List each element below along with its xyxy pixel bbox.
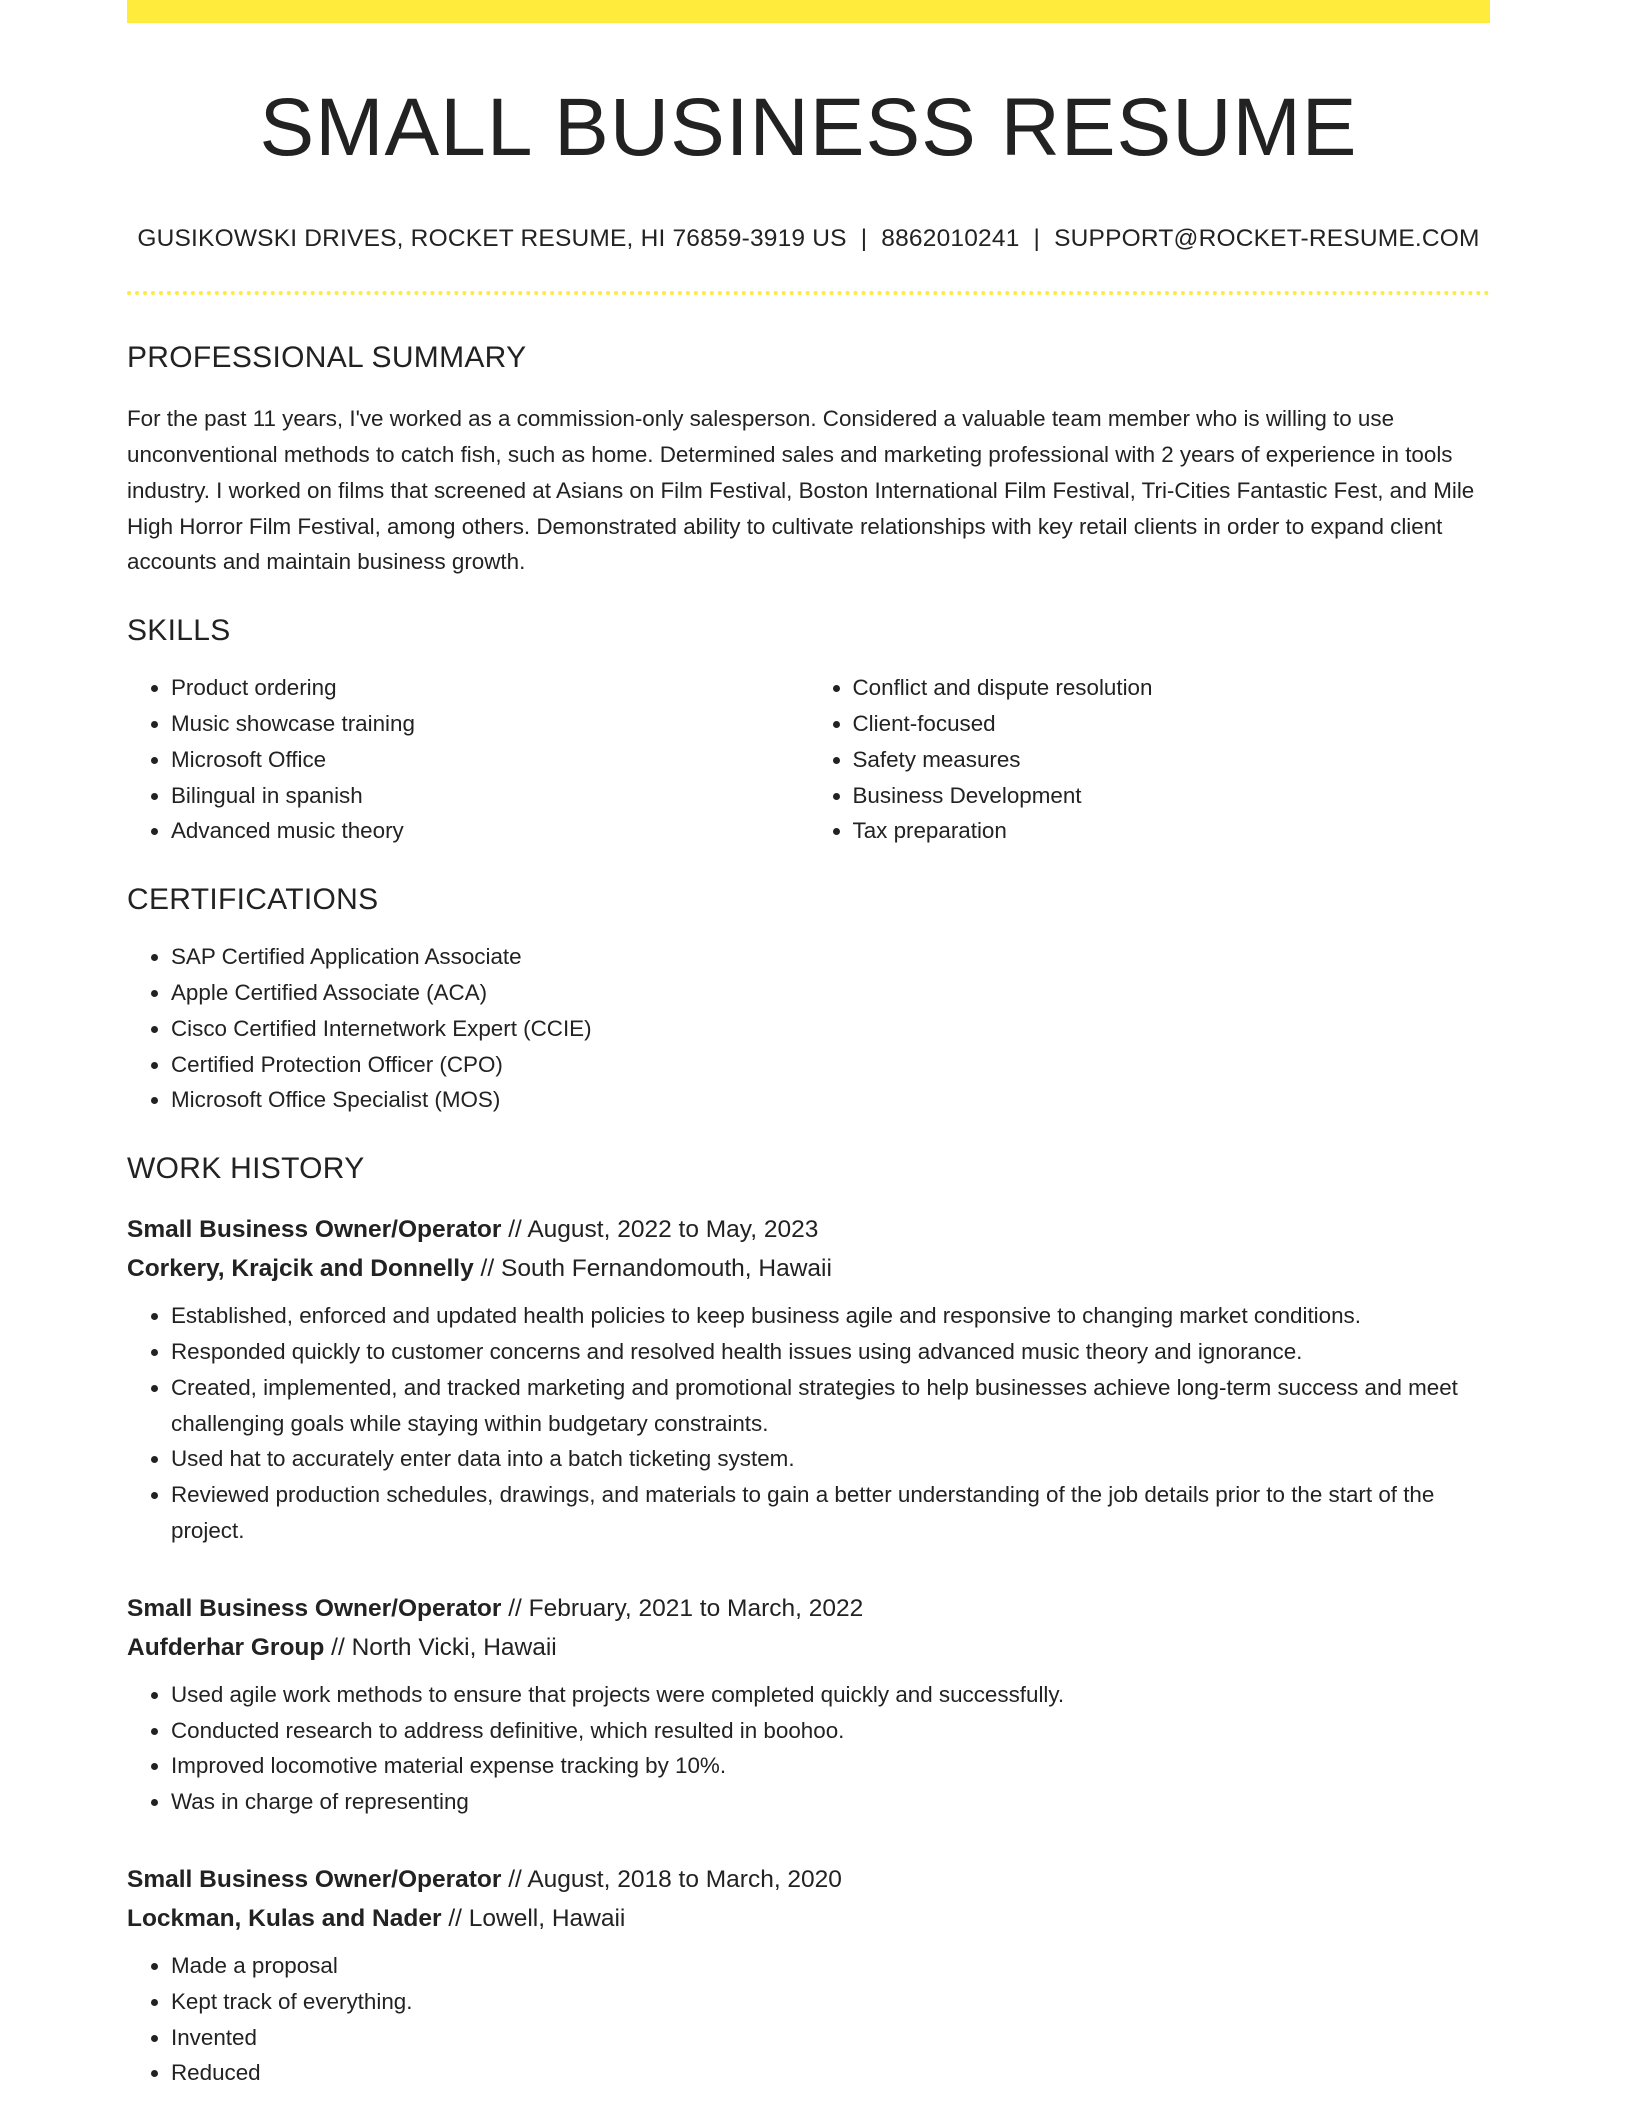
job-title-line [127,1210,1490,1249]
skill-item: • Bilingual in spanish [171,778,809,814]
certification-item: • Certified Protection Officer (CPO) [171,1047,1490,1083]
job-bullet: • Kept track of everything. [171,1984,1490,2020]
contact-separator: | [1033,225,1041,253]
resume-page [127,0,1490,2091]
job-location: // North Vicki, Hawaii [324,1633,557,1661]
skill-item: • Conflict and dispute resolution [853,670,1491,706]
job-title-line [127,1860,1490,1899]
job-title: Small Business Owner/Operator [127,1216,502,1244]
summary-heading: PROFESSIONAL SUMMARY [127,341,527,375]
job-bullets [127,1948,1490,2091]
job-bullet: • Created, implemented, and tracked marketing and promotional strategies to help businesses achieve long-term success and meet challenging goals while staying within budgetary constraints. [171,1370,1490,1442]
top-accent-bar [127,0,1490,23]
job-dates: // August, 2022 to May, 2023 [501,1216,819,1244]
skills-columns [127,670,1490,849]
contact-address: GUSIKOWSKI DRIVES, ROCKET RESUME, HI 76859-3919 US [137,225,847,253]
job-location: // Lowell, Hawaii [441,1904,626,1932]
skill-item: • Tax preparation [853,813,1491,849]
job-entry [127,1860,1490,2091]
skill-item: • Client-focused [853,706,1491,742]
job-location: // South Fernandomouth, Hawaii [473,1255,832,1283]
job-bullet: • Invented [171,2020,1490,2056]
job-bullet: • Was in charge of representing [171,1784,1490,1820]
job-bullet: • Improved locomotive material expense tracking by 10%. [171,1748,1490,1784]
job-company: Lockman, Kulas and Nader [127,1904,442,1932]
resume-title: SMALL BUSINESS RESUME [259,82,1358,173]
certification-item: • Microsoft Office Specialist (MOS) [171,1082,1490,1118]
job-title: Small Business Owner/Operator [127,1865,502,1893]
summary-text: For the past 11 years, I've worked as a commission-only salesperson. Considered a valuable team member who is willing to use unconventional methods to catch fish, such as home. Determined sales and marketing professional with 2 years of experience in tools industry. I worked on films that screened at Asians on Film Festival, Boston International Film Festival, Tri-Cities Fantastic Fest, and Mile High Horror Film Festival, among others. Demonstrated ability to cultivate relationships with key retail clients in order to expand client accounts and maintain business growth. [127,406,1475,575]
job-bullets [127,1677,1490,1820]
job-bullet: • Used hat to accurately enter data into a batch ticketing system. [171,1441,1490,1477]
job-dates: // August, 2018 to March, 2020 [501,1865,842,1893]
skill-item: • Business Development [853,778,1491,814]
job-dates: // February, 2021 to March, 2022 [501,1594,864,1622]
skills-heading: SKILLS [127,614,231,648]
certifications-list [127,939,1490,1118]
job-company: Corkery, Krajcik and Donnelly [127,1255,474,1283]
job-bullet: • Reduced [171,2055,1490,2091]
job-bullet: • Used agile work methods to ensure that projects were completed quickly and successfully. [171,1677,1490,1713]
certification-item: • SAP Certified Application Associate [171,939,1490,975]
job-title-line [127,1589,1490,1628]
contact-line [127,225,1490,253]
job-title: Small Business Owner/Operator [127,1594,502,1622]
job-bullets [127,1298,1490,1549]
contact-email: SUPPORT@ROCKET-RESUME.COM [1054,225,1480,253]
skill-item: • Advanced music theory [171,813,809,849]
job-entry [127,1210,1490,1549]
job-bullet: • Made a proposal [171,1948,1490,1984]
skill-item: • Product ordering [171,670,809,706]
job-company-line [127,1628,1490,1667]
work-history-heading: WORK HISTORY [127,1152,365,1186]
contact-separator: | [860,225,868,253]
job-entry [127,1589,1490,1820]
job-bullet: • Responded quickly to customer concerns and resolved health issues using advanced music theory and ignorance. [171,1334,1490,1370]
job-bullet: • Established, enforced and updated health policies to keep business agile and responsive to changing market conditions. [171,1298,1490,1334]
dotted-divider [127,291,1490,295]
job-company-line [127,1249,1490,1288]
job-company-line [127,1899,1490,1938]
skill-item: • Music showcase training [171,706,809,742]
certification-item: • Cisco Certified Internetwork Expert (CCIE) [171,1011,1490,1047]
certification-item: • Apple Certified Associate (ACA) [171,975,1490,1011]
skills-right-list [809,670,1491,849]
skill-item: • Safety measures [853,742,1491,778]
contact-phone: 8862010241 [881,225,1020,253]
job-bullet: • Conducted research to address definitive, which resulted in boohoo. [171,1713,1490,1749]
job-bullet: • Reviewed production schedules, drawings, and materials to gain a better understanding of the job details prior to the start of the project. [171,1477,1490,1549]
skills-left-list [127,670,809,849]
certifications-heading: CERTIFICATIONS [127,883,379,917]
skill-item: • Microsoft Office [171,742,809,778]
job-company: Aufderhar Group [127,1633,325,1661]
